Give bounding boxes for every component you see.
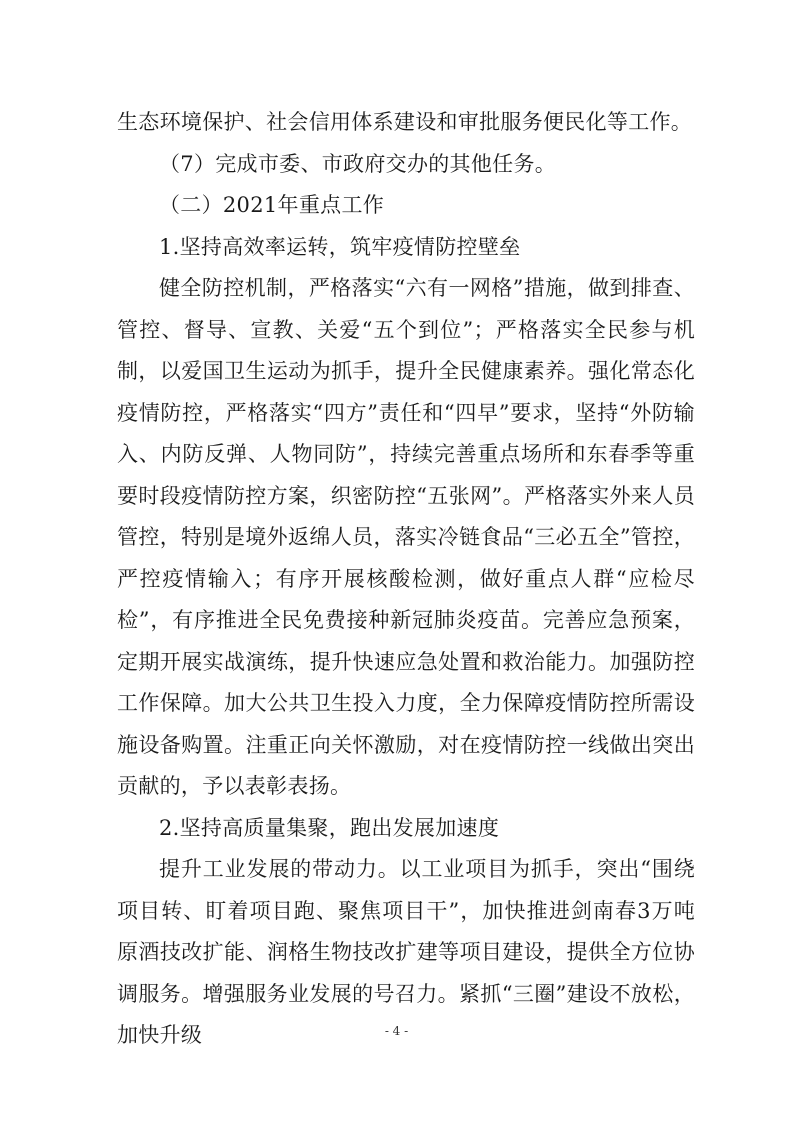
list-item-7: （7）完成市委、市政府交办的其他任务。 — [159, 151, 557, 176]
document-body — [117, 102, 695, 1057]
paragraph-development: 提升工业发展的带动力。以工业项目为抓手，突出“围绕项目转、盯着项目跑、聚焦项目干”，加快推进剑南春3万吨原酒技改扩能、润格生物技改扩建等项目建设，提供全方位协调服务。增强服务业发展的号召力。紧抓“三圈”建设不放松，加快升级 — [117, 857, 695, 1047]
page-number: - 4 - — [384, 1024, 409, 1038]
section-heading-2021: （二）2021年重点工作 — [159, 193, 385, 217]
paragraph-continuation: 生态环境保护、社会信用体系建设和审批服务便民化等工作。 — [117, 110, 693, 134]
subheading-1: 1.坚持高效率运转，筑牢疫情防控壁垒 — [159, 234, 521, 259]
subheading-2: 2.坚持高质量集聚，跑出发展加速度 — [159, 815, 500, 840]
paragraph-epidemic-control: 健全防控机制，严格落实“六有一网格”措施，做到排查、管控、督导、宣教、关爱“五个到位”；严格落实全民参与机制，以爱国卫生运动为抓手，提升全民健康素养。强化常态化疫情防控，严格落实“四方”责任和“四早”要求，坚持“外防输入、内防反弹、人物同防”，持续完善重点场所和东春季等重要时段疫情防控方案，织密防控“五张网”。严格落实外来人员管控，特别是境外返绵人员，落实冷链食品“三必五全”管控，严控疫情输入；有序开展核酸检测，做好重点人群“应检尽检”，有序推进全民免费接种新冠肺炎疫苗。完善应急预案，定期开展实战演练，提升快速应急处置和救治能力。加强防控工作保障。加大公共卫生投入力度，全力保障疫情防控所需设施设备购置。注重正向关怀激励，对在疫情防控一线做出突出贡献的，予以表彰表扬。 — [117, 276, 695, 798]
